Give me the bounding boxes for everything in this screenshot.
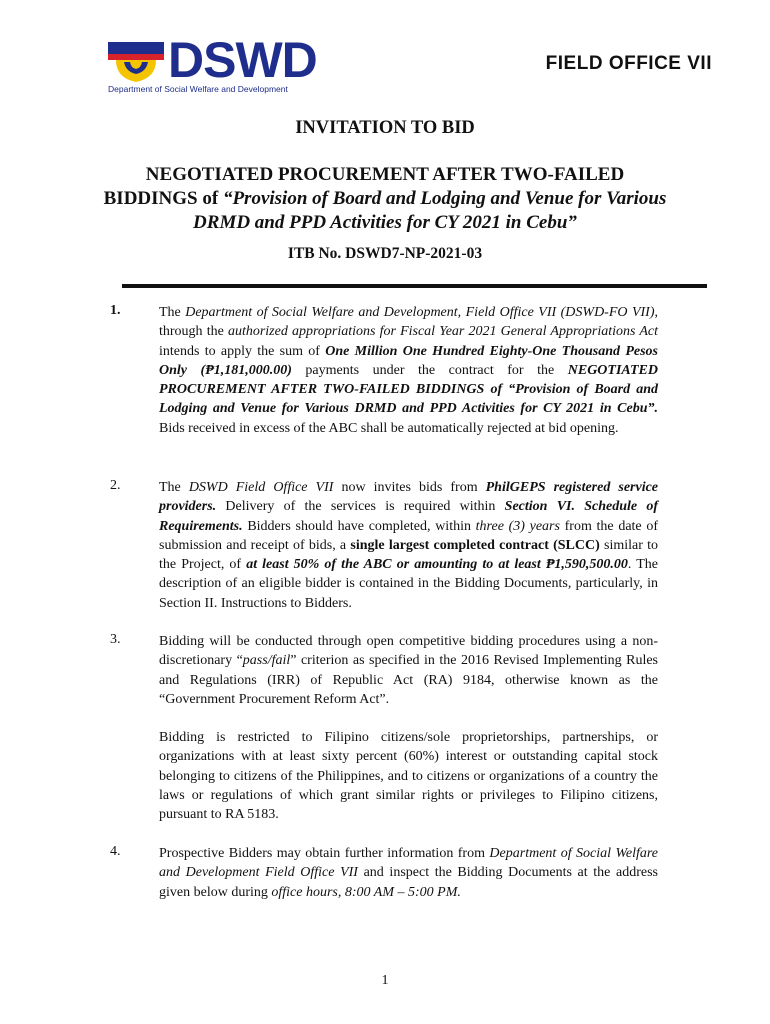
item-paragraph <box>159 478 658 613</box>
item-number: 1. <box>110 303 121 318</box>
paragraph-segment: PhilGEPS registered service providers. <box>159 480 659 515</box>
item-paragraph <box>159 728 658 824</box>
paragraph-segment: , through the <box>159 305 658 340</box>
item-number: 4. <box>110 844 121 859</box>
paragraph-segment: now invites bids from <box>333 480 486 495</box>
paragraph-segment: Department of Social Welfare and Development, Field Office VII (DSWD-FO VII) <box>185 305 655 320</box>
paragraph-segment: single largest completed contract (SLCC) <box>350 537 600 553</box>
itb-number: ITB No. DSWD7-NP-2021-03 <box>287 245 483 262</box>
item-number: 3. <box>110 632 121 647</box>
subtitle-project-name: “Provision of Board and Lodging and Venue for Various DRMD and PPD Activities for CY 2021 in Cebu” <box>193 188 667 233</box>
paragraph-segment: Department of Social Welfare and Development Field Office VII <box>159 846 658 881</box>
paragraph-segment: The <box>159 305 186 320</box>
paragraph-segment: and inspect the Bidding Documents at the address given below during <box>159 865 658 900</box>
paragraph-segment: The <box>159 480 189 495</box>
item-paragraph <box>159 303 658 438</box>
paragraph-segment: Delivery of the services is required within <box>216 499 505 515</box>
procurement-subtitle <box>100 163 670 235</box>
header-divider <box>122 284 707 288</box>
paragraph-segment: three (3) years <box>475 518 560 534</box>
paragraph-segment: pass/fail <box>242 653 291 669</box>
paragraph-segment: NEGOTIATED PROCUREMENT AFTER TWO-FAILED BIDDINGS of “Provision of Board and Lodging and Venue for Various DRMD and PPD Activities for CY 2021 in Cebu”. <box>159 362 658 417</box>
paragraph-segment: DSWD Field Office VII <box>188 480 334 495</box>
page-number: 1 <box>381 973 389 988</box>
paragraph-segment: . The description of an eligible bidder is contained in the Bidding Documents, particularly, in Section II. Instructions to Bidders. <box>159 557 659 611</box>
logo-subtitle: Department of Social Welfare and Development <box>108 84 288 94</box>
paragraph-segment: One Million One Hundred Eighty-One Thousand Pesos Only (₱1,181,000.00) <box>159 343 658 378</box>
paragraph-segment: Bids received in excess of the ABC shall be automatically rejected at bid opening. <box>159 420 619 436</box>
document-title: INVITATION TO BID <box>295 118 475 138</box>
subtitle-prefix: NEGOTIATED PROCUREMENT AFTER TWO-FAILED BIDDINGS of <box>103 164 625 209</box>
dswd-emblem-icon <box>108 42 164 82</box>
paragraph-segment: office hours, 8:00 AM – 5:00 PM. <box>271 884 461 900</box>
paragraph-segment: Bidding will be conducted through open competitive bidding procedures using a non-discretionary “ <box>159 634 658 669</box>
paragraph-segment: from the date of submission and receipt of bids, a <box>159 518 658 553</box>
paragraph-segment: Prospective Bidders may obtain further information from <box>159 846 490 861</box>
paragraph-segment: Bidding is restricted to Filipino citizens/sole proprietorships, partnerships, or organizations with at least sixty percent (60%) interest or outstanding capital stock belonging to citizens of the Philippines, and to citizens or organizations of a country the laws or regulations of which grant similar rights or privileges to Filipino citizens, pursuant to RA 5183. <box>159 730 658 823</box>
paragraph-segment: intends to apply the sum of <box>159 343 326 359</box>
item-number: 2. <box>110 478 121 493</box>
paragraph-segment: similar to the Project, of <box>159 537 658 573</box>
logo-wordmark: DSWD <box>168 32 317 88</box>
item-paragraph <box>159 632 658 709</box>
paragraph-segment: at least 50% of the ABC or amounting to at least ₱1,590,500.00 <box>246 557 628 573</box>
paragraph-segment: ” criterion as specified in the 2016 Revised Implementing Rules and Regulations (IRR) of Republic Act (RA) 9184, otherwise known as the “Government Procurement Reform Act”. <box>159 653 659 707</box>
dswd-logo <box>108 32 328 98</box>
paragraph-segment: authorized appropriations for Fiscal Year 2021 General Appropriations Act <box>227 324 658 340</box>
item-paragraph <box>159 844 658 902</box>
field-office-label: FIELD OFFICE VII <box>545 53 712 74</box>
paragraph-segment: Bidders should have completed, within <box>242 518 476 534</box>
paragraph-segment: Section VI. Schedule of Requirements. <box>159 499 659 534</box>
paragraph-segment: payments under the contract for the <box>291 362 568 378</box>
